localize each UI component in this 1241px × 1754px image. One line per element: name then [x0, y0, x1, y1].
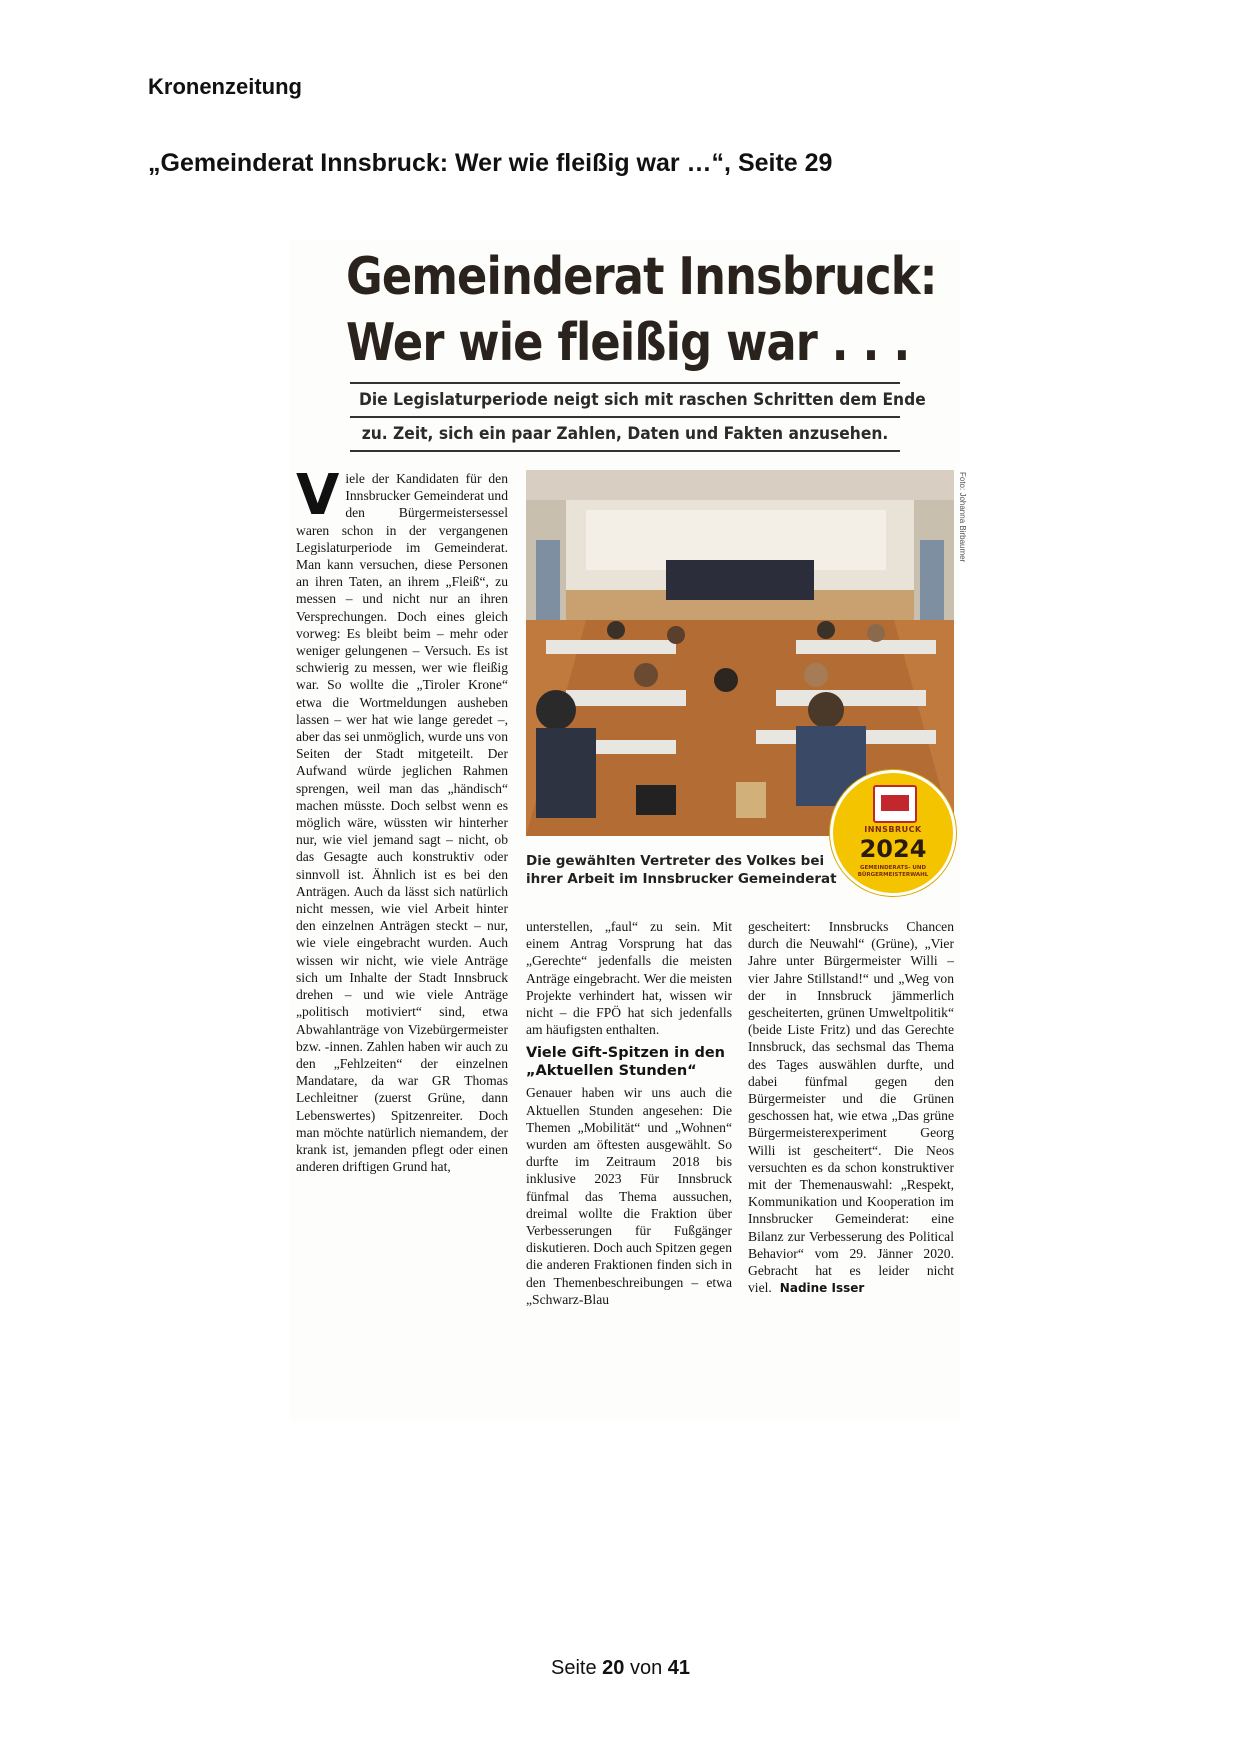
- deck-line-2: zu. Zeit, sich ein paar Zahlen, Daten und Fakten anzusehen.: [361, 424, 889, 443]
- footer-middle: von: [629, 1657, 663, 1679]
- photo-credit: Foto: Johanna Birbaumer: [958, 472, 967, 563]
- article-column-2: [526, 918, 732, 1308]
- footer-prefix: Seite: [550, 1657, 597, 1679]
- article-column-3: [748, 918, 954, 1297]
- article-subhead: Viele Gift-Spitzen in den „Aktuellen Stunden“: [526, 1045, 725, 1080]
- article-column-1: [296, 463, 508, 1175]
- photo-caption: Die gewählten Vertreter des Volkes bei ihrer Arbeit im Innsbrucker Gemeinderat: [526, 853, 837, 887]
- innsbruck-crest-icon: [873, 785, 917, 823]
- column-3-text: gescheitert: Innsbrucks Chancen durch die Neuwahl“ (Grüne), „Vier Jahre unter Bürgermeister Willi – vier Jahre Stillstand!“ und „Weg von der in Innsbruck jämmerlich gescheiterten, grünen Umweltpolitik“ (beide Liste Fritz) und das Gerechte Innsbruck, das sechsmal das Thema des Tages auswählen durfte, und dabei fünfmal gegen den Bürgermeister und die Grünen geschossen hat, wie etwa „Das grüne Bürgermeisterexperiment Georg Willi ist gescheitert“. Die Neos versuchten es da schon konstruktiver mit der Themenauswahl: „Respekt, Kommunikation und Kooperation im Innsbrucker Gemeinderat: eine Bilanz zur Verbesserung des Political Behavior“ vom 29. Jänner 2020. Gebracht hat es leider nicht viel.: [748, 919, 954, 1296]
- article-deck: [342, 382, 926, 452]
- column-1-text: iele der Kandidaten für den Innsbrucker Gemeinderat und den Bürgermeistersessel waren schon in der vergangenen Legislaturperiode im Gemeinderat. Man kann versuchen, diese Personen an ihren Taten, an ihrem „Fleiß“, zu messen – und nicht nur an ihren Versprechungen. Doch eines gleich vorweg: Es bleibt beim – mehr oder weniger gelungenen – Versuch. Es ist schwierig zu messen, wer wie fleißig war. So wollte die „Tiroler Krone“ etwa die Wortmeldungen ausheben lassen – wer hat wie lange geredet –, aber das sei unmöglich, wurde uns von Seiten der Stadt mitgeteilt. Der Aufwand würde jeglichen Rahmen sprengen, weil man das „händisch“ machen müsste. Doch selbst wenn es möglich wäre, wüssten wir hinterher nur, wie viel jemand sagt – nicht, ob das Gesagte auch konstruktiv oder sinnvoll ist. Ähnlich ist es bei den Anträgen. Auch da lässt sich natürlich nicht messen, wie viel Arbeit hinter den einzelnen Anträgen steckt – nur, wie viele eingebracht wurden. Auch wissen wir nicht, wie viele Anträge sich um Inhalte der Stadt Innsbruck drehen – und wie viele Anträge „politisch motiviert“ sind, etwa Abwahlanträge von Vizebürgermeister bzw. -innen. Zahlen haben wir auch zu den „Fehlzeiten“ der einzelnen Mandatare, da war GR Thomas Lechleitner (zuerst Grüne, dann Lebenswertes) Spitzenreiter. Doch man möchte natürlich niemandem, der krank ist, jemanden pflegt oder einen anderen driftigen Grund hat,: [296, 471, 508, 1175]
- badge-year: 2024: [859, 835, 927, 863]
- newspaper-clipping: [290, 240, 967, 1420]
- document-title: „Gemeinderat Innsbruck: Wer wie fleißig war …“, Seite 29: [148, 149, 833, 177]
- article-headline: [346, 244, 937, 376]
- current-page-number: 20: [602, 1657, 625, 1679]
- deck-rule-bottom: [350, 450, 900, 452]
- headline-line-1: Gemeinderat Innsbruck:: [346, 247, 937, 307]
- drop-cap: V: [296, 463, 340, 528]
- deck-line-1: Die Legislaturperiode neigt sich mit raschen Schritten dem Ende: [358, 390, 926, 409]
- total-pages: 41: [667, 1657, 691, 1679]
- publication-name: Kronenzeitung: [148, 74, 302, 99]
- page-footer: [0, 1657, 1241, 1680]
- column-2-text-b: Genauer haben wir uns auch die Aktuellen Stunden angesehen: Die Themen „Mobilität“ und „Wohnen“ wurden am öftesten ausgewählt. So durfte im Zeitraum 2018 bis inklusive 2023 Für Innsbruck fünfmal das Thema aussuchen, dreimal wollte die Fraktion über Verbesserungen für Fußgänger diskutieren. Doch auch Spitzen gegen die anderen Fraktionen finden sich in den Themenbeschreibungen – etwa „Schwarz-Blau: [526, 1085, 732, 1307]
- badge-city: INNSBRUCK: [864, 825, 922, 834]
- badge-subtitle: GEMEINDERATS- UND BÜRGERMEISTERWAHL: [857, 865, 929, 878]
- author-byline: Nadine Isser: [779, 1281, 865, 1296]
- column-2-text-a: unterstellen, „faul“ zu sein. Mit einem Antrag Vorsprung hat das „Gerechte“ jedenfalls die meisten Anträge eingebracht. Wer die meisten Projekte verhindert hat, wissen wir nicht – die FPÖ hat sich jedenfalls am häufigsten enthalten.: [526, 919, 732, 1038]
- headline-line-2: Wer wie fleißig war . . .: [346, 313, 910, 373]
